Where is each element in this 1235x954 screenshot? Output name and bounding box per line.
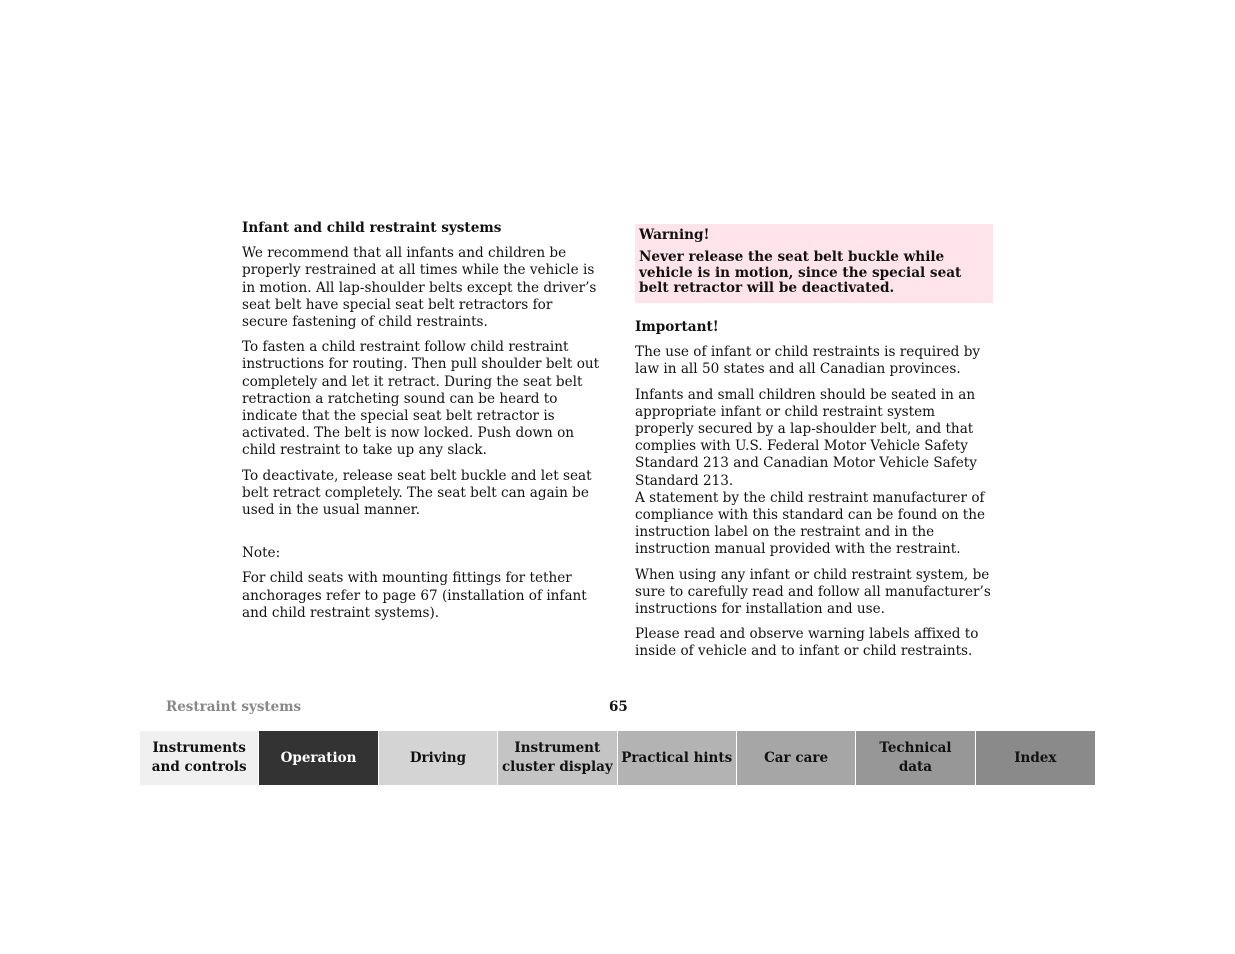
- paragraph-law: The use of infant or child restraints is required by law in all 50 states and all Canadian provinces.: [635, 344, 981, 378]
- paragraph-seating: Infants and small children should be seated in an appropriate infant or child restraint system properly secured by a lap-shoulder belt, and that complies with U.S. Federal Motor Vehicle Safety Standard 213 and Canadian Motor Vehicle Safety Standard 213.: [635, 386, 977, 489]
- warning-text: Never release the seat belt buckle while vehicle is in motion, since the special seat belt retractor will be deactivated.: [639, 249, 962, 297]
- tab-technical-data[interactable]: [856, 731, 975, 785]
- tab-operation[interactable]: [259, 731, 378, 785]
- left-column: [242, 220, 600, 630]
- paragraph-labels: Please read and observe warning labels affixed to inside of vehicle and to infant or child restraints.: [635, 626, 979, 660]
- tab-label: Car care: [764, 749, 829, 766]
- tab-label: Instruments and controls: [151, 740, 247, 775]
- tab-car-care[interactable]: [737, 731, 856, 785]
- page-number: 65: [609, 699, 628, 715]
- warning-box: [635, 224, 993, 303]
- tab-practical-hints[interactable]: [618, 731, 737, 785]
- paragraph-instructions: When using any infant or child restraint system, be sure to carefully read and follow all manufacturer’s instructions for installation and use.: [635, 566, 991, 618]
- paragraph-compliance: A statement by the child restraint manufacturer of compliance with this standard can be found on the instruction label on the restraint and in the instruction manual provided with the restraint.: [635, 489, 986, 558]
- note-text: For child seats with mounting fittings for tether anchorages refer to page 67 (installation of infant and child restraint systems).: [242, 570, 587, 621]
- tab-label: Practical hints: [621, 749, 733, 766]
- warning-title: Warning!: [639, 227, 710, 243]
- paragraph-deactivate: To deactivate, release seat belt buckle and let seat belt retract completely. The seat belt can again be used in the usual manner.: [242, 467, 592, 519]
- tab-index[interactable]: [976, 731, 1095, 785]
- tab-label: Index: [1014, 749, 1057, 766]
- note-label: Note:: [242, 545, 281, 562]
- tab-instrument-cluster-display[interactable]: [498, 731, 617, 785]
- tab-label: Technical data: [879, 740, 952, 775]
- section-heading: Infant and child restraint systems: [242, 220, 502, 236]
- chapter-nav: [140, 731, 1095, 785]
- tab-label: Instrument cluster display: [501, 740, 613, 775]
- tab-instruments-and-controls[interactable]: [140, 731, 259, 785]
- right-column: [635, 220, 993, 669]
- paragraph-fasten: To fasten a child restraint follow child restraint instructions for routing. Then pull shoulder belt out completely and let it retract. During the seat belt retraction a ratcheting sound can be heard to indicate that the special seat belt retractor is activated. The belt is now locked. Push down on child restraint to take up any slack.: [242, 339, 600, 459]
- paragraph-recommendation: We recommend that all infants and children be properly restrained at all times while the vehicle is in motion. All lap-shoulder belts except the driver’s seat belt have special seat belt retractors for secure fastening of child restraints.: [242, 245, 597, 331]
- tab-label: Driving: [409, 749, 467, 766]
- tab-label: Operation: [280, 749, 357, 766]
- important-heading: Important!: [635, 318, 719, 335]
- footer-section-title: Restraint systems: [166, 699, 302, 715]
- tab-driving[interactable]: [379, 731, 498, 785]
